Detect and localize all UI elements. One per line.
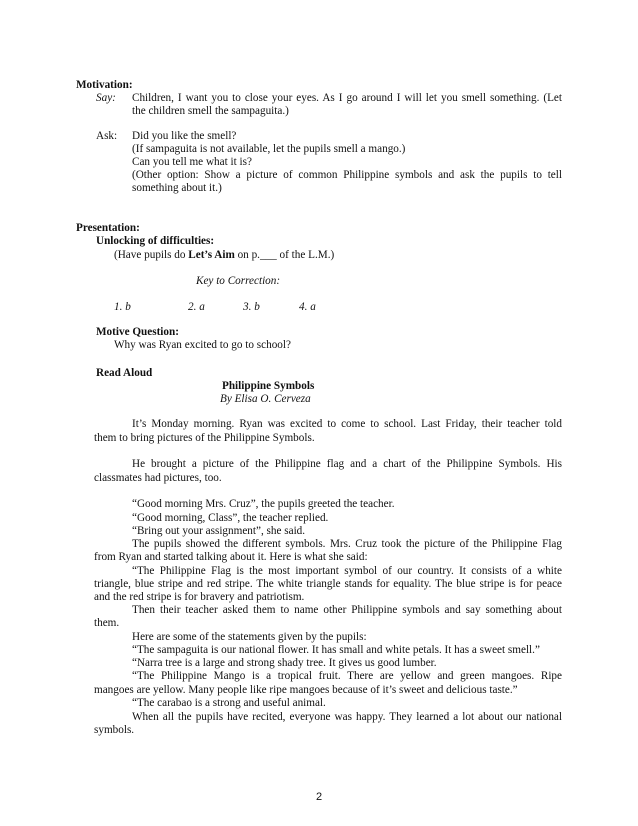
motive-question-text: Why was Ryan excited to go to school? <box>114 339 291 351</box>
story-line: mangoes are yellow. Many people like ripe mangoes because of it’s sweet and delicious taste.” <box>94 684 518 696</box>
story-line: Here are some of the statements given by the pupils: <box>132 631 367 643</box>
story-line: Then their teacher asked them to name other Philippine symbols and say something about <box>132 604 562 616</box>
story-line: “Bring out your assignment”, she said. <box>132 525 306 537</box>
story-line: The pupils showed the different symbols. Mrs. Cruz took the picture of the Philippine Flag <box>132 538 562 550</box>
ask-line-4: (Other option: Show a picture of common Philippine symbols and ask the pupils to tell <box>132 169 562 181</box>
unlocking-pre: (Have pupils do <box>114 249 189 261</box>
say-text-line-2: the children smell the sampaguita.) <box>132 105 289 117</box>
story-line: “The sampaguita is our national flower. It has small and white petals. It has a sweet smell.” <box>132 644 540 656</box>
story-line: from Ryan and started talking about it. Here is what she said: <box>94 551 368 563</box>
ask-line-2: (If sampaguita is not available, let the pupils smell a mango.) <box>132 143 406 155</box>
story-line: classmates had pictures, too. <box>94 472 222 484</box>
read-aloud-heading: Read Aloud <box>96 367 153 379</box>
ask-line-5: something about it.) <box>132 182 222 194</box>
story-line: “Good morning, Class”, the teacher replied. <box>132 512 329 524</box>
motivation-heading: Motivation: <box>76 79 133 91</box>
ask-line-3: Can you tell me what it is? <box>132 156 252 168</box>
story-line: and the red stripe is for bravery and patriotism. <box>94 591 305 603</box>
story-line: “The Philippine Flag is the most important symbol of our country. It consists of a white <box>132 565 562 577</box>
say-text-line-1: Children, I want you to close your eyes. As I go around I will let you smell something. (Let <box>132 92 562 104</box>
lets-aim-label: Let’s Aim <box>188 249 235 261</box>
story-line: When all the pupils have recited, everyone was happy. They learned a lot about our national <box>132 711 562 723</box>
story-line: “The carabao is a strong and useful animal. <box>132 697 326 709</box>
unlocking-heading: Unlocking of difficulties: <box>96 235 215 247</box>
answer-3: 3. b <box>243 301 260 313</box>
answer-2: 2. a <box>188 301 205 313</box>
story-line: them to bring pictures of the Philippine Symbols. <box>94 432 315 444</box>
unlocking-instruction <box>114 248 334 262</box>
story-line: triangle, blue stripe and red stripe. The white triangle stands for equality. The blue stripe is for peace <box>94 578 562 590</box>
story-line: “Narra tree is a large and strong shady tree. It gives us good lumber. <box>132 657 437 669</box>
story-line: symbols. <box>94 724 135 736</box>
ask-label: Ask: <box>96 130 118 142</box>
motive-question-heading: Motive Question: <box>96 326 179 338</box>
answer-1: 1. b <box>114 301 131 313</box>
story-line: “The Philippine Mango is a tropical fruit. There are yellow and green mangoes. Ripe <box>132 670 562 682</box>
unlocking-post: on p.___ of the L.M.) <box>234 249 335 261</box>
story-line: them. <box>94 617 120 629</box>
presentation-heading: Presentation: <box>76 222 140 234</box>
story-line: It’s Monday morning. Ryan was excited to come to school. Last Friday, their teacher told <box>132 418 562 430</box>
story-line: He brought a picture of the Philippine flag and a chart of the Philippine Symbols. His <box>132 458 562 470</box>
page-number: 2 <box>315 791 323 803</box>
answer-4: 4. a <box>299 301 316 313</box>
story-line: “Good morning Mrs. Cruz”, the pupils greeted the teacher. <box>132 498 395 510</box>
key-to-correction-heading: Key to Correction: <box>196 275 281 287</box>
story-author: By Elisa O. Cerveza <box>220 393 311 405</box>
say-label: Say: <box>96 92 116 104</box>
story-title: Philippine Symbols <box>222 380 315 392</box>
ask-line-1: Did you like the smell? <box>132 130 237 142</box>
